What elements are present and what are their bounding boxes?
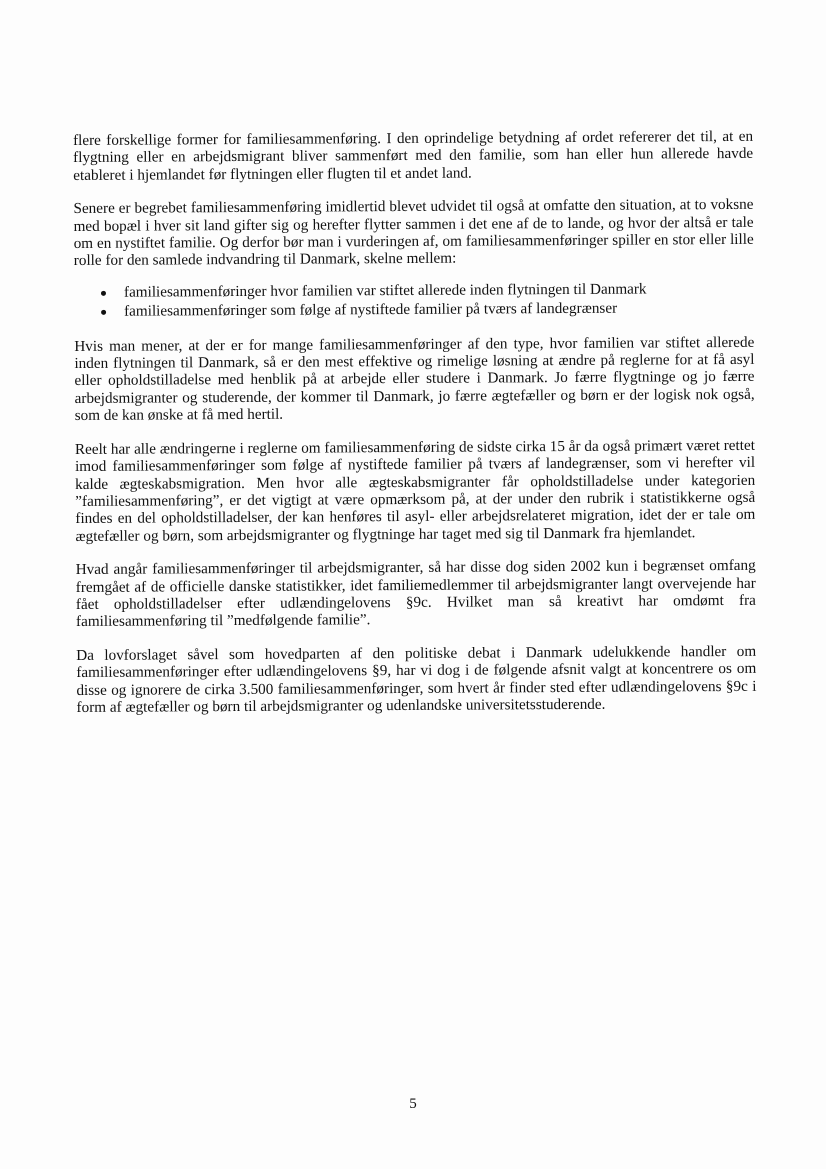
bullet-icon [101,310,106,315]
paragraph-6: Da lovforslaget såvel som hovedparten af den politiske debat i Danmark udelukkende handler om familiesammenføringer efter udlændingelovens §9, har vi dog i de følgende afsnit valgt at koncentrere os om disse og ignorere de cirka 3.500 familiesammenføringer, som hvert år finder sted efter udlændingelovens §9c i form af ægtefæller og børn til arbejdsmigranter og udenlandske universitetsstuderende. [76,642,757,716]
bullet-icon [101,291,106,296]
bullet-text: familiesammenføringer som følge af nystiftede familier på tværs af landegrænser [124,299,618,320]
paragraph-3: Hvis man mener, at der er for mange familiesammenføringer af den type, hvor familien var stiftet allerede inden flytningen til Danmark, så er den mest effektive og rimelige løsning at ændre på reglerne for at få asyl eller opholdstilladelse med henblik på at arbejde eller studere i Danmark. Jo færre flygtninge og jo færre arbejdsmigranter og studerende, der kommer til Danmark, jo færre ægtefæller og børn er der logisk nok også, som de kan ønske at få med hertil. [74,333,755,425]
paragraph-2: Senere er begrebet familiesammenføring imidlertid blevet udvidet til også at omfatte den situation, at to voksne med bopæl i hver sit land gifter sig og herefter flytter sammen i det ene af de to lande, og hvor der altså er tale om en nystiftet familie. Og derfor bør man i vurderingen af, om familiesammenføringer spiller en stor eller lille rolle for den samlede indvandring til Danmark, skelne mellem: [73,196,754,270]
list-item [74,280,754,302]
bullet-text: familiesammenføringer hvor familien var stiftet allerede inden flytningen til Danmark [123,280,647,301]
list-item [74,299,754,321]
paragraph-1: flere forskellige former for familiesammenføring. I den oprindelige betydning af ordet refererer det til, at en flygtning eller en arbejdsmigrant bliver sammenført med den familie, som han eller hun allerede havde etableret i hjemlandet før flytningen eller flugten til et andet land. [73,127,754,184]
bullet-list [74,280,754,321]
body-text [73,128,757,733]
paragraph-4: Reelt har alle ændringerne i reglerne om familiesammenføring de sidste cirka 15 år da også primært været rettet imod familiesammenføringer som følge af nystiftede familier på tværs af landegrænser, som vi herefter vil kalde ægteskabsmigration. Men hvor alle ægteskabsmigranter får opholdstilladelse under kategorien ”familiesammenføring”, er det vigtigt at være opmærksom på, at der under den rubrik i statistikkerne også findes en del opholdstilladelser, der kan henføres til asyl- eller arbejdsrelateret migration, idet der er tale om ægtefæller og børn, som arbejdsmigranter og flygtninge har taget med sig til Danmark fra hjemlandet. [74,436,756,545]
page-number: 5 [409,1096,417,1112]
paragraph-5: Hvad angår familiesammenføringer til arbejdsmigranter, så har disse dog siden 2002 kun i begrænset omfang fremgået af de officielle danske statistikker, idet familiemedlemmer til arbejdsmigranter langt overvejende har fået opholdstilladelser efter udlændingelovens §9c. Hvilket man så kreativt har omdømt fra familiesammenføring til ”medfølgende familie”. [75,556,756,631]
